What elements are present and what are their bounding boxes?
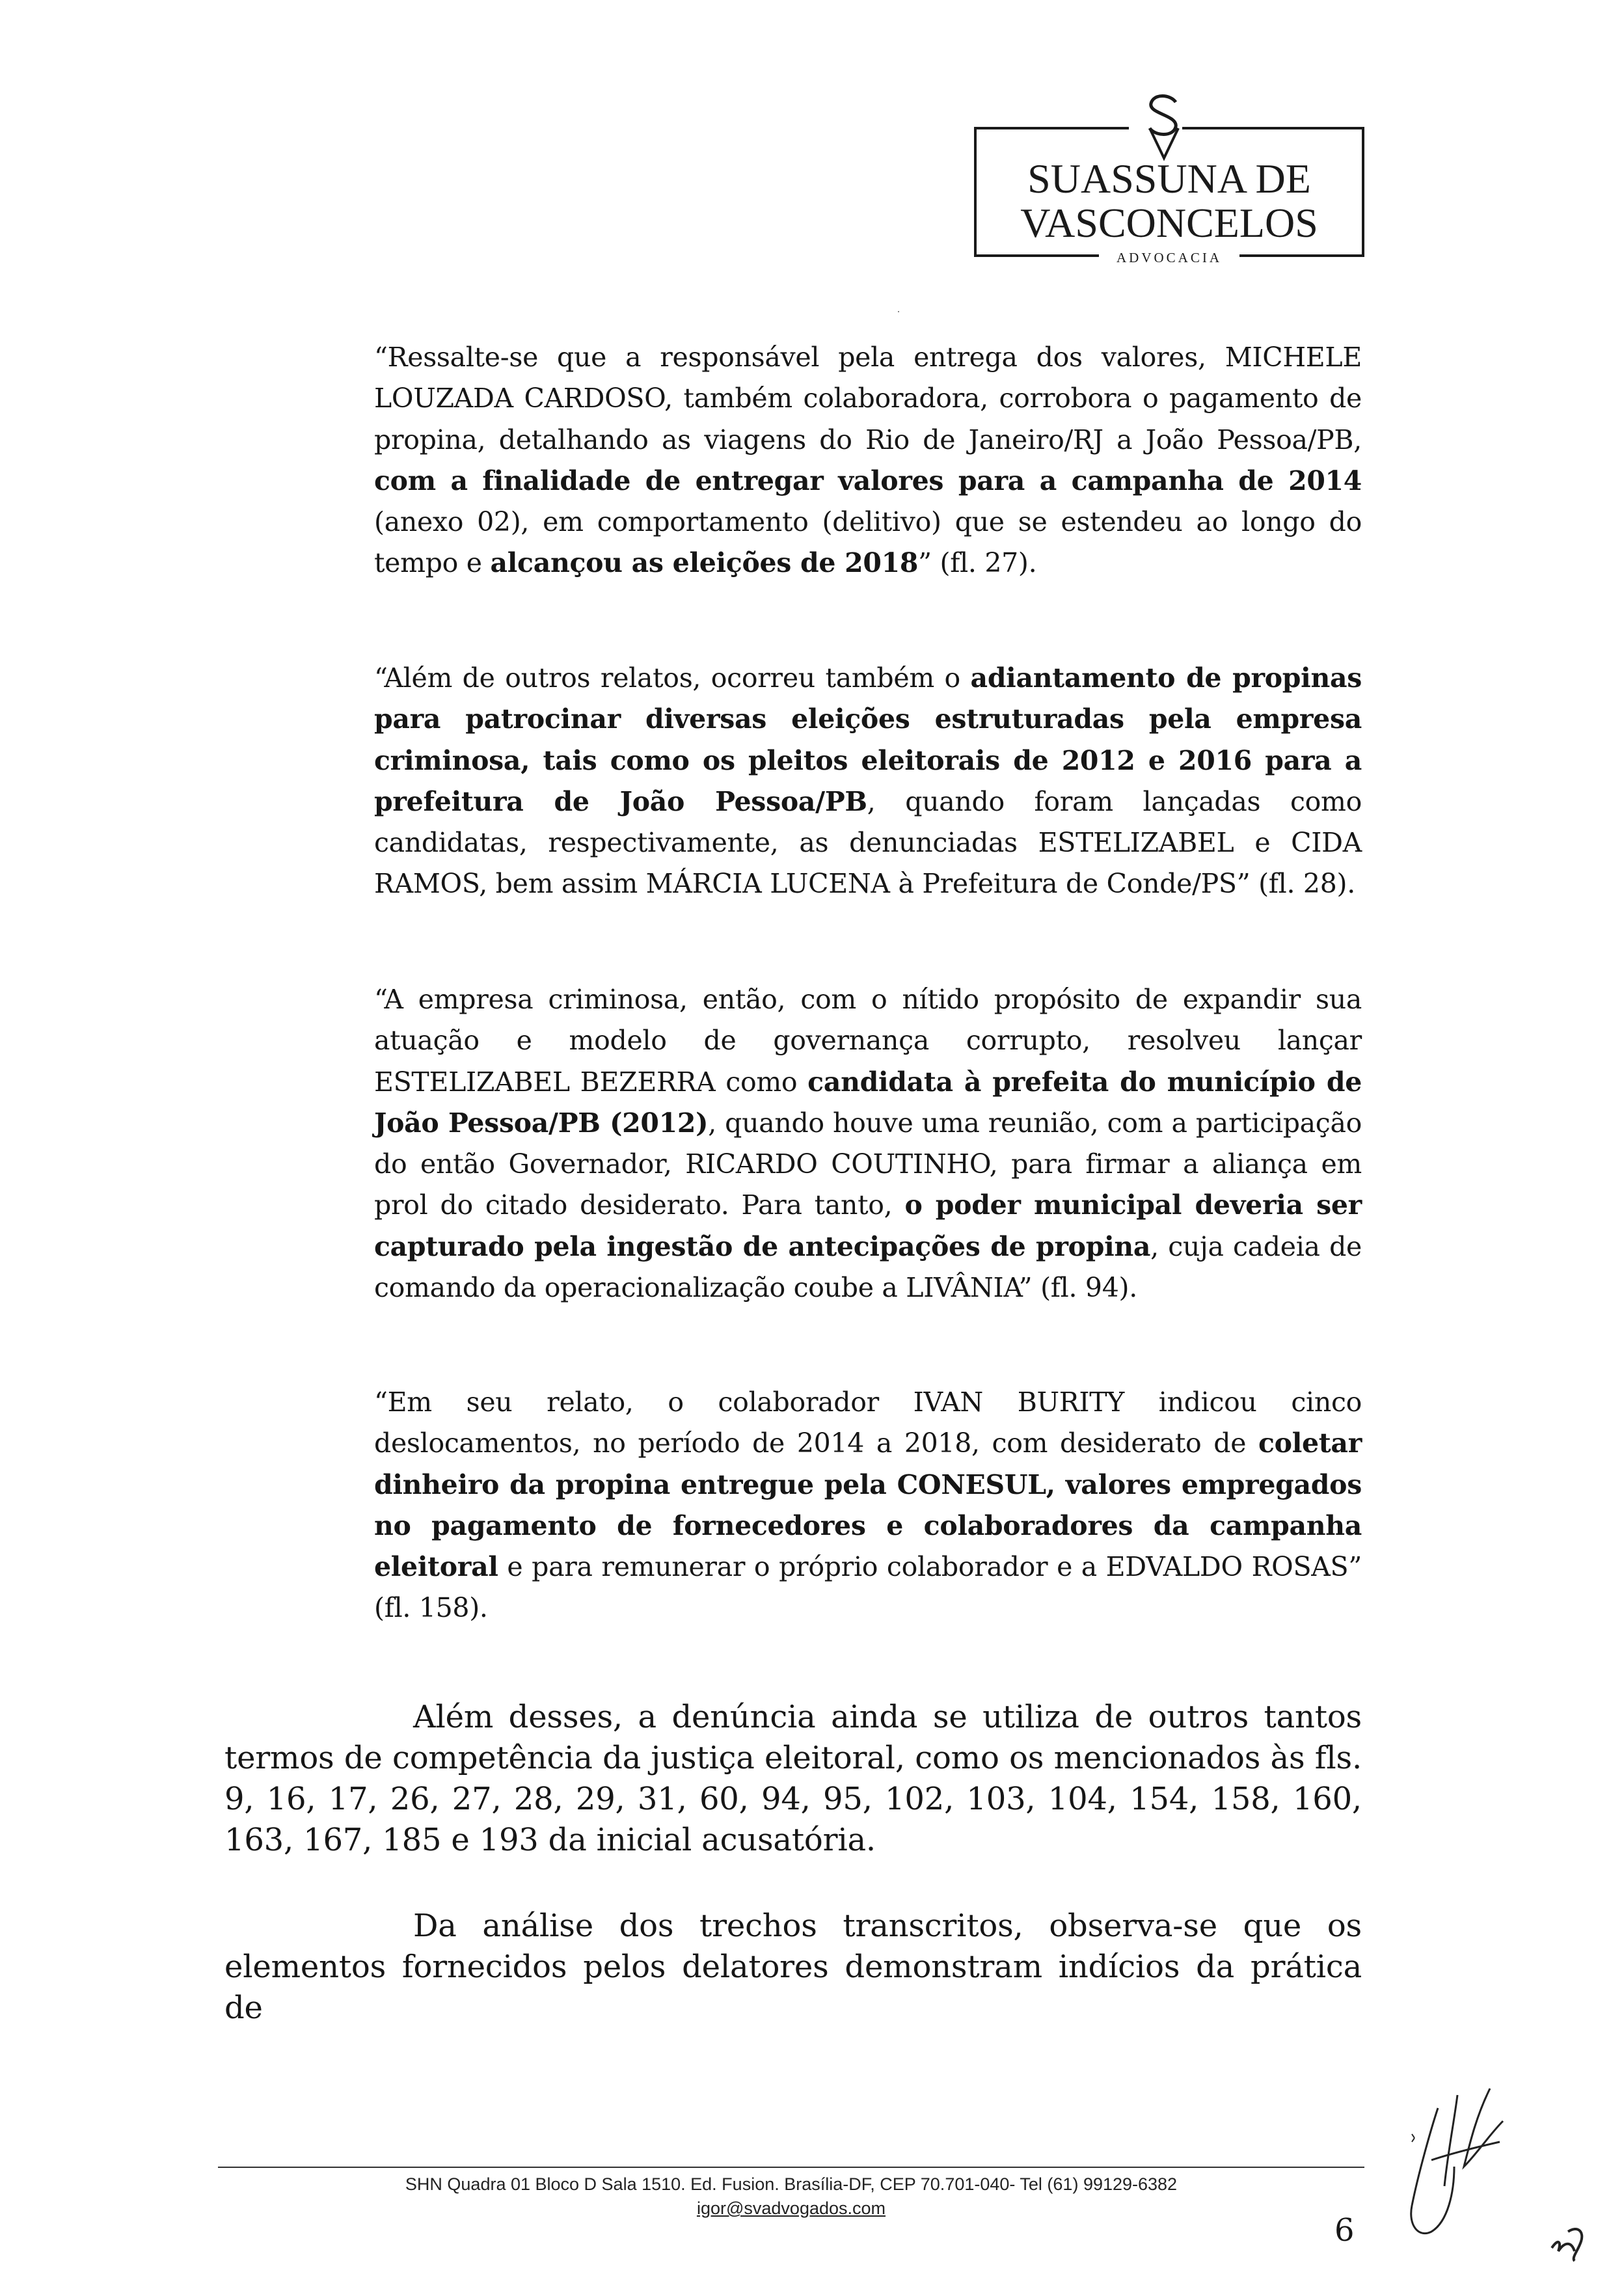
folio-stamp-icon: [1542, 2212, 1594, 2264]
quote-2: “Além de outros relatos, ocorreu também o adiantamento de propinas para patrocinar diversas eleições estruturadas pela empresa criminosa, tais como os pleitos eleitorais de 2012 e 2016 para a prefeitura de João Pessoa/PB, quando foram lançadas como candidatas, respectivamente, as denunciadas ESTELIZABEL e CIDA RAMOS, bem assim MÁRCIA LUCENA à Prefeitura de Conde/PS” (fl. 28).: [374, 662, 1362, 900]
handwritten-signature: [1392, 2082, 1509, 2258]
footer-email: igor@svadvogados.com: [696, 2198, 886, 2218]
sv-monogram-icon: [1138, 90, 1190, 162]
logo-line-2: VASCONCELOS: [1020, 200, 1318, 246]
scan-speck: [898, 311, 899, 312]
page-number: 6: [1334, 2212, 1355, 2249]
body-paragraph-1: Além desses, a denúncia ainda se utiliza de outros tantos termos de competência da justiça eleitoral, como os mencionados às fls. 9, 16, 17, 26, 27, 28, 29, 31, 60, 94, 95, 102, 103, 104, 154, 158, 160, 163, 167, 185 e 193 da inicial acusatória.: [224, 1699, 1362, 1858]
logo-line-1: SUASSUNA DE: [1027, 156, 1311, 202]
quote-1: “Ressalte-se que a responsável pela entrega dos valores, MICHELE LOUZADA CARDOSO, também colaboradora, corrobora o pagamento de propina, detalhando as viagens do Rio de Janeiro/RJ a João Pessoa/PB, com a finalidade de entregar valores para a campanha de 2014 (anexo 02), em comportamento (delitivo) que se estendeu ao longo do tempo e alcançou as eleições de 2018” (fl. 27).: [374, 342, 1362, 579]
quote-3: “A empresa criminosa, então, com o nítido propósito de expandir sua atuação e modelo de governança corrupto, resolveu lançar ESTELIZABEL BEZERRA como candidata à prefeita do município de João Pessoa/PB (2012), quando houve uma reunião, com a participação do então Governador, RICARDO COUTINHO, para firmar a aliança em prol do citado desiderato. Para tanto, o poder municipal deveria ser capturado pela ingestão de antecipações de propina, cuja cadeia de comando da operacionalização coube a LIVÂNIA” (fl. 94).: [374, 984, 1362, 1304]
firm-logo: [974, 127, 1364, 265]
footer-divider: [218, 2167, 1364, 2168]
footer-address: SHN Quadra 01 Bloco D Sala 1510. Ed. Fusion. Brasília-DF, CEP 70.701-040- Tel (61) 99129-6382: [405, 2174, 1178, 2194]
body-paragraph-2: Da análise dos trechos transcritos, observa-se que os elementos fornecidos pelos delatores demonstram indícios da prática de: [224, 1908, 1362, 2026]
quote-4: “Em seu relato, o colaborador IVAN BURITY indicou cinco deslocamentos, no período de 2014 a 2018, com desiderato de coletar dinheiro da propina entregue pela CONESUL, valores empregados no pagamento de fornecedores e colaboradores da campanha eleitoral e para remunerar o próprio colaborador e a EDVALDO ROSAS” (fl. 158).: [374, 1386, 1362, 1624]
logo-subtitle: ADVOCACIA: [1116, 250, 1222, 265]
